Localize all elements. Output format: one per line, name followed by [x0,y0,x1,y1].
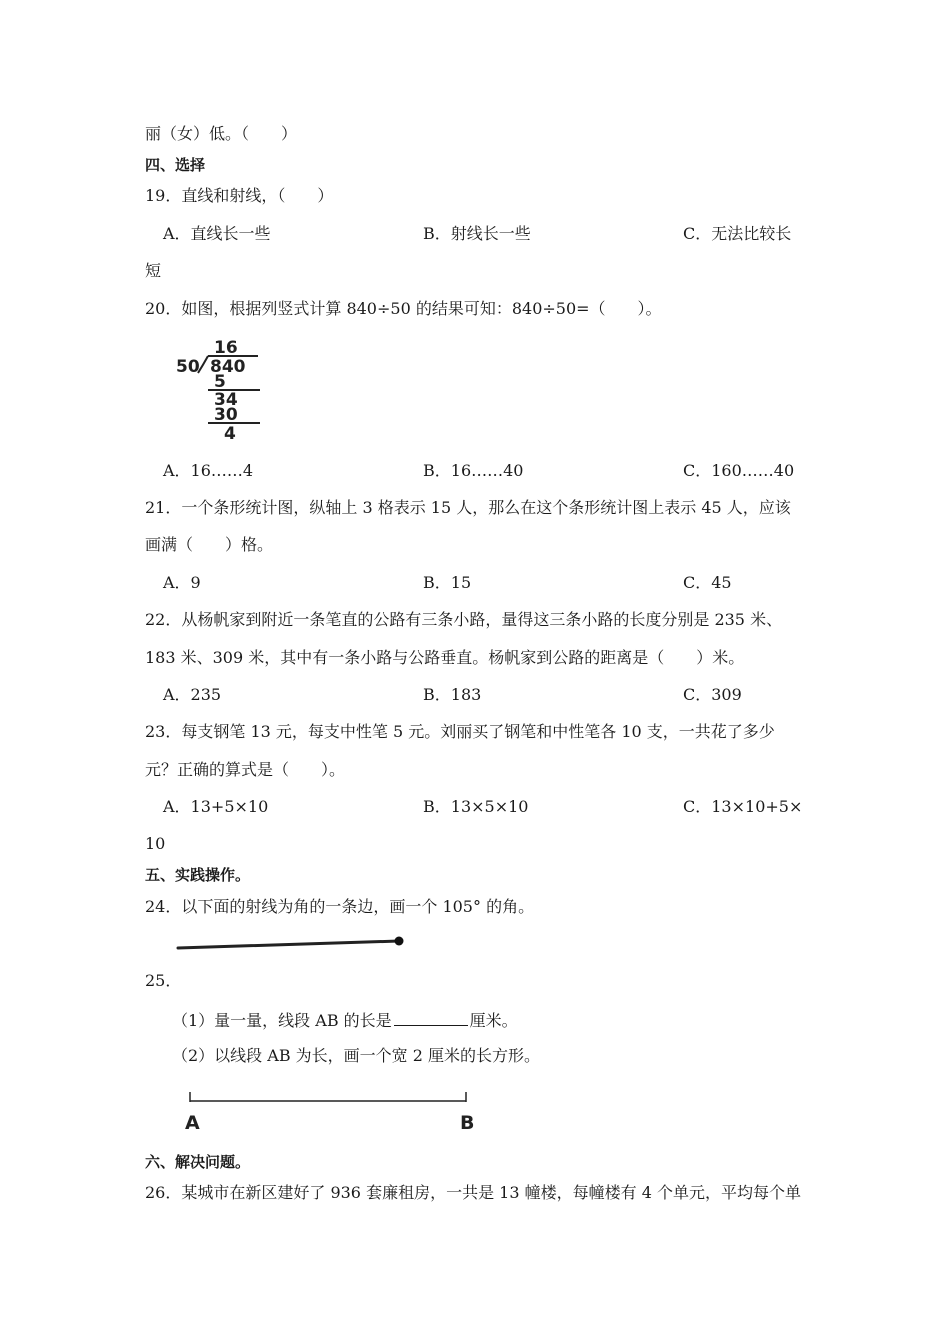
section-heading-practice: 五、实践操作。 [145,866,251,884]
q25-part1-prefix: （1）量一量，线段 AB 的长是 [172,1011,392,1030]
q25-part1-suffix: 厘米。 [469,1011,518,1030]
ray-figure [170,930,410,954]
division-step-2: 34 [214,390,238,410]
q23-stem-line1: 23．每支钢笔 13 元，每支中性笔 5 元。刘丽买了钢笔和中性笔各 10 支，一共花了多少 [145,722,775,741]
q21-option-b[interactable]: B．15 [423,573,472,592]
q24-stem: 24．以下面的射线为角的一条边，画一个 105° 的角。 [145,897,535,916]
q22-option-b[interactable]: B．183 [423,685,482,704]
q23-option-b[interactable]: B．13×5×10 [423,797,529,816]
q20-stem: 20．如图，根据列竖式计算 840÷50 的结果可知：840÷50=（ ）。 [145,299,662,318]
q22-stem-line2: 183 米、309 米，其中有一条小路与公路垂直。杨帆家到公路的距离是（ ）米。 [145,648,745,667]
division-quotient: 16 [214,338,238,358]
q23-option-a[interactable]: A．13+5×10 [163,797,269,816]
section-heading-problems: 六、解决问题。 [145,1153,251,1171]
division-step-3: 30 [214,405,238,425]
long-division-figure [170,335,270,445]
q20-option-c[interactable]: C．160……40 [683,461,795,480]
q22-option-a[interactable]: A．235 [163,685,222,704]
q26-stem-line1: 26．某城市在新区建好了 936 套廉租房，一共是 13 幢楼，每幢楼有 4 个单元，平均每个单 [145,1183,801,1202]
division-dividend: 840 [210,357,246,377]
q25-part1 [172,1009,518,1031]
q21-option-c[interactable]: C．45 [683,573,732,592]
previous-question-tail: 丽（女）低。（ ） [145,124,298,143]
q23-stem-line2: 元？正确的算式是（ ）。 [145,760,346,779]
q21-option-a[interactable]: A．9 [163,573,201,592]
section-heading-choice: 四、选择 [145,156,206,174]
q25-number: 25． [145,971,182,990]
q22-option-c[interactable]: C．309 [683,685,742,704]
q19-option-a[interactable]: A．直线长一些 [163,224,271,243]
division-remainder: 4 [224,424,236,444]
q19-stem: 19．直线和射线，（ ） [145,186,334,205]
q19-option-b[interactable]: B．射线长一些 [423,224,531,243]
point-b-label: B [460,1112,475,1134]
point-a-label: A [185,1112,200,1134]
q23-option-c[interactable]: C．13×10+5× [683,797,803,816]
q25-answer-blank[interactable] [394,1009,468,1026]
q23-option-c-wrap: 10 [145,834,166,853]
q22-stem-line1: 22．从杨帆家到附近一条笔直的公路有三条小路，量得这三条小路的长度分别是 235 米、 [145,610,783,629]
q19-option-c[interactable]: C．无法比较长 [683,224,792,243]
segment-ab-figure [180,1088,480,1138]
q21-stem-line1: 21．一个条形统计图，纵轴上 3 格表示 15 人，那么在这个条形统计图上表示 45 人，应该 [145,498,791,517]
division-divisor: 50 [176,357,200,377]
q19-option-c-wrap: 短 [145,261,162,280]
q20-option-a[interactable]: A．16……4 [163,461,254,480]
division-step-1: 5 [214,372,226,392]
q21-stem-line2: 画满（ ）格。 [145,535,274,554]
q25-part2: （2）以线段 AB 为长，画一个宽 2 厘米的长方形。 [172,1046,541,1065]
q20-option-b[interactable]: B．16……40 [423,461,524,480]
